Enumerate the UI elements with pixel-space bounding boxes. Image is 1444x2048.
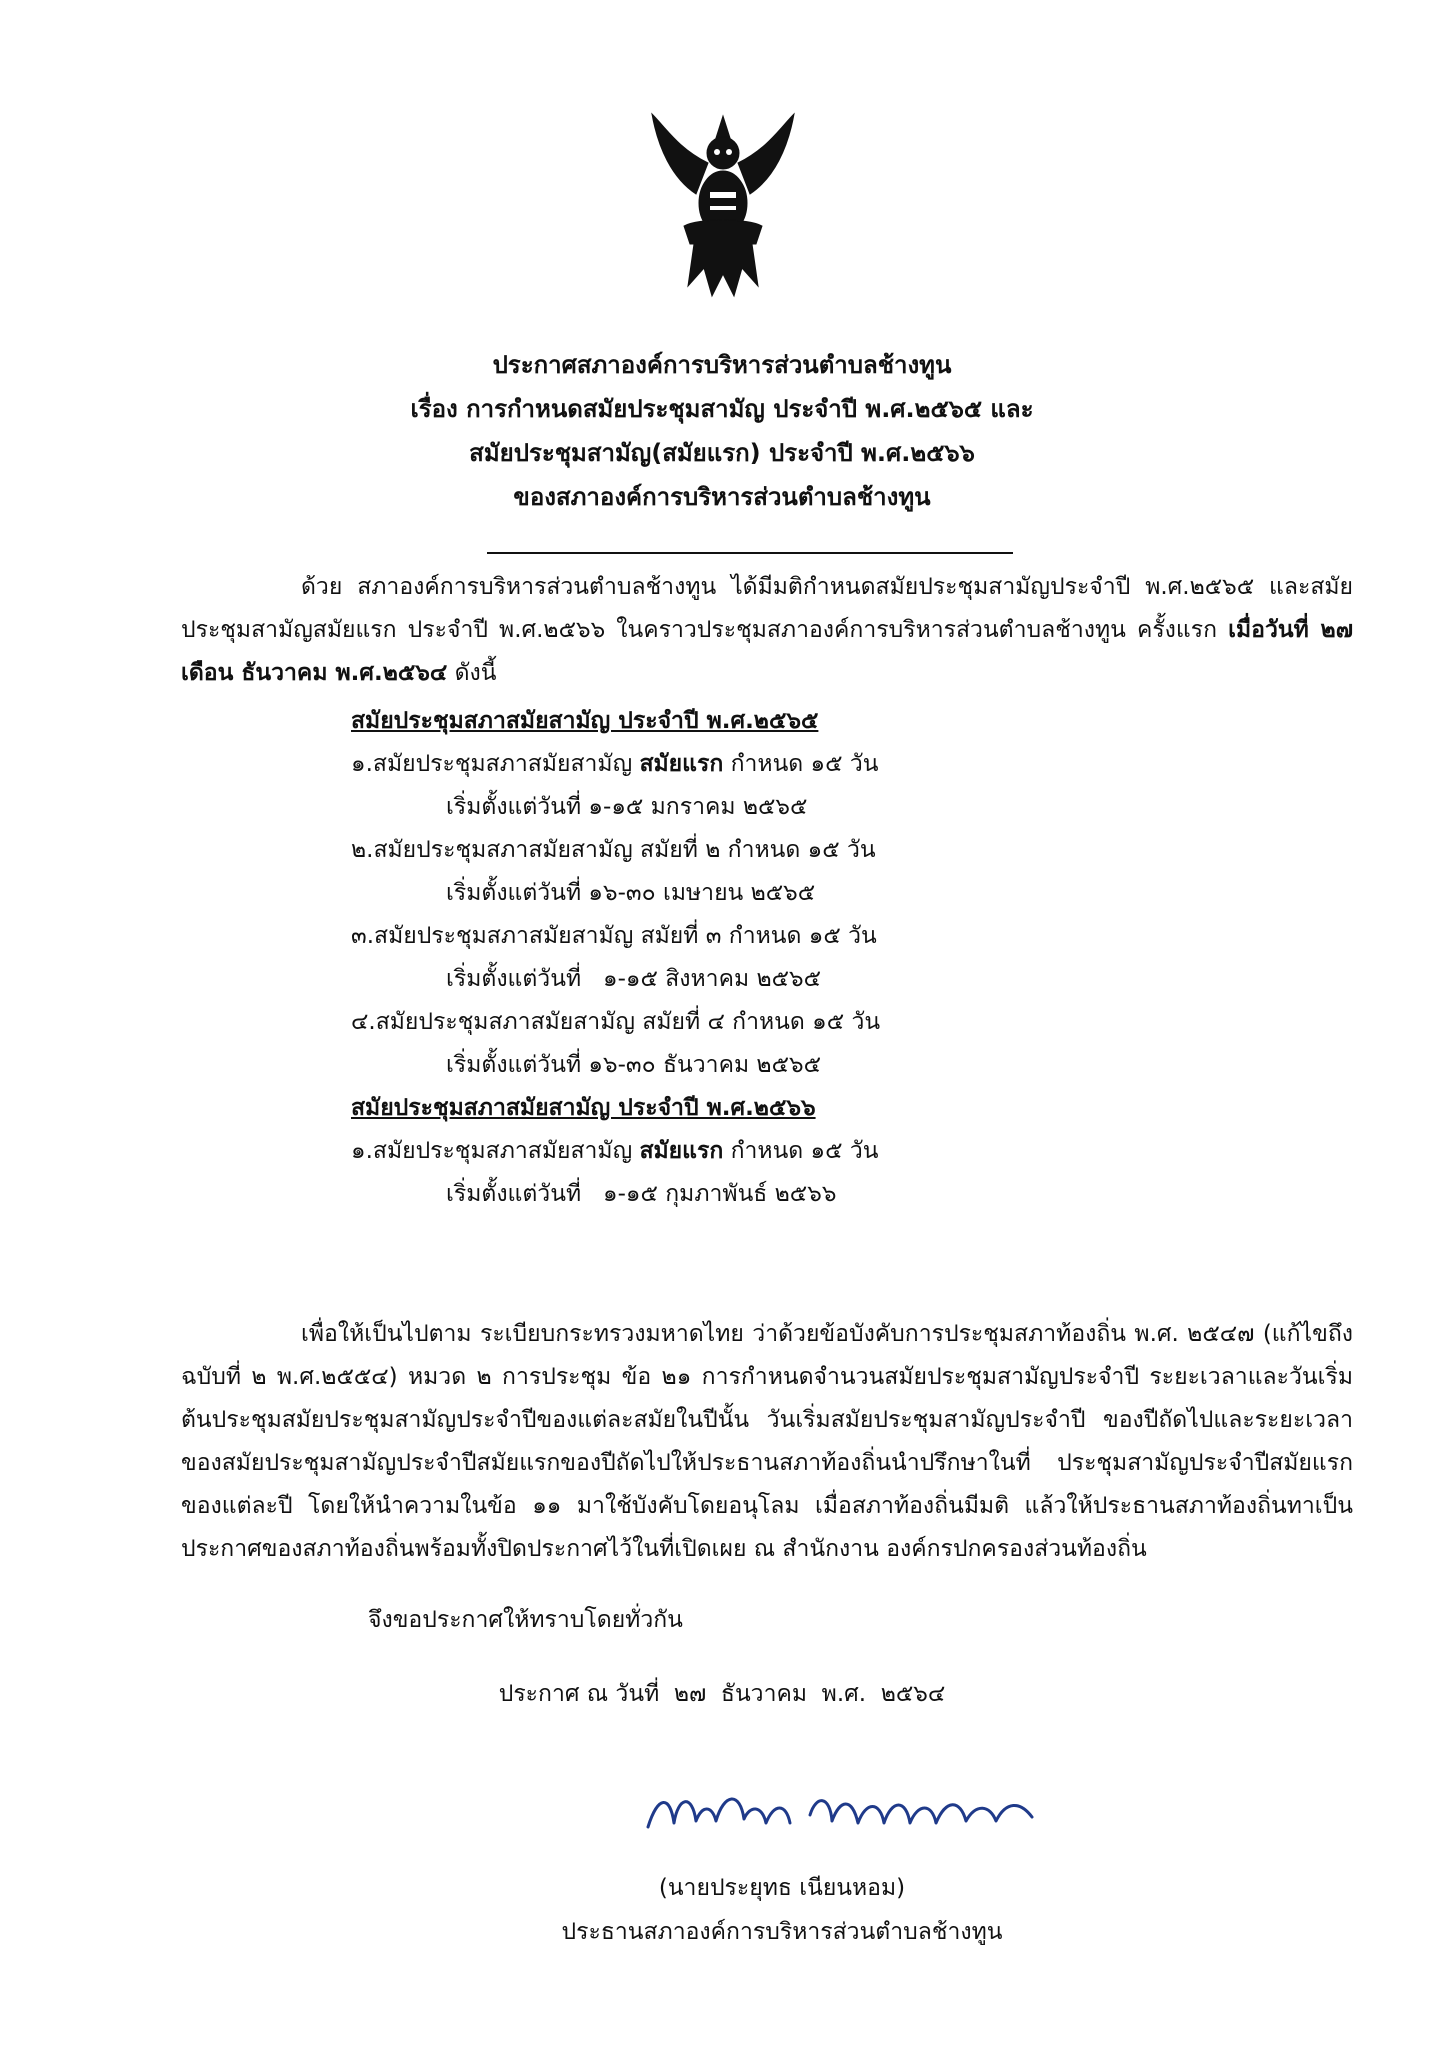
- session-item: [351, 1004, 880, 1040]
- session-dates: เริ่มตั้งแต่วันที่ ๑๖-๓๐ ธันวาคม ๒๕๖๕: [446, 1052, 822, 1078]
- session-duration: สมัยที่ ๓ กำหนด ๑๕ วัน: [640, 923, 877, 949]
- session-label: ๑.สมัยประชุมสภาสมัยสามัญ: [351, 751, 633, 777]
- session-label: ๓.สมัยประชุมสภาสมัยสามัญ: [351, 923, 634, 949]
- intro-paragraph: [181, 566, 1353, 695]
- session-dates: เริ่มตั้งแต่วันที่ ๑๖-๓๐ เมษายน ๒๕๖๕: [446, 880, 816, 906]
- session-item: [351, 1133, 879, 1169]
- session-label-bold: สมัยแรก: [639, 751, 724, 777]
- session-item: [351, 918, 877, 954]
- legal-paragraph: [181, 1313, 1353, 1571]
- session-label-bold: สมัยแรก: [639, 1138, 724, 1164]
- session-label: ๔.สมัยประชุมสภาสมัยสามัญ: [351, 1009, 635, 1035]
- session-label: ๑.สมัยประชุมสภาสมัยสามัญ: [351, 1138, 633, 1164]
- heading-line-2: เรื่อง การกำหนดสมัยประชุมสามัญ ประจำปี พ.ศ.๒๕๖๕ และ: [410, 395, 1034, 423]
- intro-tail: ดังนี้: [454, 660, 497, 686]
- heading-line-4: ของสภาองค์การบริหารส่วนตำบลช้างทูน: [513, 483, 931, 511]
- heading-divider: [487, 552, 1013, 554]
- session-duration: สมัยที่ ๒ กำหนด ๑๕ วัน: [640, 837, 876, 863]
- session-label: ๒.สมัยประชุมสภาสมัยสามัญ: [351, 837, 633, 863]
- session-item: [351, 832, 876, 868]
- intro-text: ด้วย สภาองค์การบริหารส่วนตำบลช้างทูน ได้มีมติกำหนดสมัยประชุมสามัญประจำปี พ.ศ.๒๕๖๕ และสมัยประชุมสามัญสมัยแรก ประจำปี พ.ศ.๒๕๖๖ ในคราวประชุมสภาองค์การบริหารส่วนตำบลช้างทูน ครั้งแรก: [181, 574, 1353, 643]
- garuda-emblem-icon: [648, 108, 798, 308]
- session-dates: เริ่มตั้งแต่วันที่ ๑-๑๕ สิงหาคม ๒๕๖๕: [446, 966, 822, 992]
- closing-text: จึงขอประกาศให้ทราบโดยทั่วกัน: [368, 1607, 683, 1633]
- heading-line-3: สมัยประชุมสามัญ(สมัยแรก) ประจำปี พ.ศ.๒๕๖๖: [469, 439, 975, 467]
- signer-title: ประธานสภาองค์การบริหารส่วนตำบลช้างทูน: [561, 1919, 1003, 1945]
- heading-line-1: ประกาศสภาองค์การบริหารส่วนตำบลช้างทูน: [492, 351, 952, 379]
- session-duration: กำหนด ๑๕ วัน: [723, 1138, 879, 1164]
- signer-name: (นายประยุทธ เนียนหอม): [658, 1875, 906, 1901]
- announce-date: ประกาศ ณ วันที่ ๒๗ ธันวาคม พ.ศ. ๒๕๖๔: [498, 1681, 946, 1707]
- handwritten-signature: [640, 1775, 1040, 1850]
- section-title-2565: สมัยประชุมสภาสมัยสามัญ ประจำปี พ.ศ.๒๕๖๕: [351, 708, 819, 734]
- legal-text: เพื่อให้เป็นไปตาม ระเบียบกระทรวงมหาดไทย ว่าด้วยข้อบังคับการประชุมสภาท้องถิ่น พ.ศ. ๒๕๔๗ (แก้ไขถึงฉบับที่ ๒ พ.ศ.๒๕๕๔) หมวด ๒ การประชุม ข้อ ๒๑ การกำหนดจำนวนสมัยประชุมสามัญประจำปี ระยะเวลาและวันเริ่มต้นประชุมสมัยประชุมสามัญประจำปีของแต่ละสมัยในปีนั้น วันเริ่มสมัยประชุมสามัญประจำปี ของปีถัดไปและระยะเวลาของสมัยประชุมสามัญประจำปีสมัยแรกของปีถัดไปให้ประธานสภาท้องถิ่นนำปรึกษาในที่ ประชุมสามัญประจำปีสมัยแรกของแต่ละปี โดยให้นำความในข้อ ๑๑ มาใช้บังคับโดยอนุโลม เมื่อสภาท้องถิ่นมีมติ แล้วให้ประธานสภาท้องถิ่นทาเป็นประกาศของสภาท้องถิ่นพร้อมทั้งปิดประกาศไว้ในที่เปิดเผย ณ สำนักงาน องค์กรปกครองส่วนท้องถิ่น: [181, 1321, 1353, 1562]
- session-duration: สมัยที่ ๔ กำหนด ๑๕ วัน: [642, 1009, 881, 1035]
- section-title-2566: สมัยประชุมสภาสมัยสามัญ ประจำปี พ.ศ.๒๕๖๖: [351, 1095, 816, 1121]
- session-dates: เริ่มตั้งแต่วันที่ ๑-๑๕ มกราคม ๒๕๖๕: [446, 794, 808, 820]
- intro-meeting-date: เมื่อวันที่ ๒๗ เดือน ธันวาคม พ.ศ.๒๕๖๔: [181, 617, 1353, 686]
- session-item: [351, 746, 879, 782]
- session-dates: เริ่มตั้งแต่วันที่ ๑-๑๕ กุมภาพันธ์ ๒๕๖๖: [446, 1181, 837, 1207]
- session-duration: กำหนด ๑๕ วัน: [730, 751, 879, 777]
